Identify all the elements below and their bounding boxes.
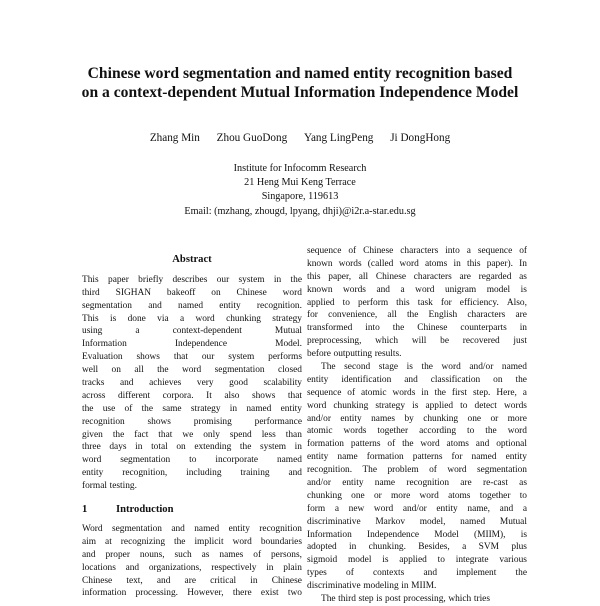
introduction-body [82,523,302,600]
text-line: Evaluation shows that our system performs [82,352,302,363]
title-line: Chinese word segmentation and named entity recognition based [87,65,513,82]
right-column [307,245,527,606]
text-line: information processing. However, there exist two [82,588,302,599]
affiliation-city: Singapore, 119613 [261,191,339,203]
text-line: aim at recognizing the implicit word boundaries [82,536,302,547]
text-line: sigmoid model is applied to integrate various [307,555,527,566]
text-line: recognition shows promising performance [82,416,302,427]
text-line: for convenience, all the English characters are [307,310,527,321]
text-line: transformed into the Chinese counterparts in [307,323,527,334]
text-line: well on all the word segmentation closed [82,365,302,376]
text-line: discriminative modeling in MIIM. [307,581,437,592]
title-line: on a context-dependent Mutual Information Independence Model [81,84,519,101]
author-list [0,132,600,144]
affiliation [0,162,600,219]
text-line: three days in total on extending the system in [82,442,302,453]
text-line: known words (called word atoms in this paper). In [307,258,527,269]
author-name: Yang LingPeng [303,132,374,144]
text-line: adopted in chunking. Besides, a SVM plus [307,542,527,553]
text-line: tracks and achieves very good scalability [82,378,302,389]
abstract-heading: Abstract [172,254,212,265]
text-line: The second stage is the word and/or named [321,362,527,373]
text-line: this paper, all Chinese characters are regarded as [307,271,527,282]
text-line: types of contexts and implement the [307,568,527,579]
text-line: formation patterns of the word atoms and optional [307,439,527,450]
text-line: and/or entity names by chunking one or more [307,413,527,424]
text-line: using a context-dependent Mutual [82,326,302,337]
right-paragraph-3 [307,593,527,606]
section-heading-introduction [82,504,302,517]
author-name: Zhou GuoDong [216,132,288,144]
right-paragraph-1 [307,245,527,361]
right-paragraph-2 [307,361,527,593]
text-line: This is done via a word chunking strategy [82,313,302,324]
text-line: form a new word and/or entity name, and a [307,503,527,514]
text-line: Word segmentation and named entity recognition [82,523,302,534]
author-name: Zhang Min [149,132,200,144]
text-line: Information Independence Model (MIIM), is [307,529,527,540]
affiliation-institute: Institute for Infocomm Research [233,163,367,174]
text-line: sequence of atomic words in the first step. Here, a [307,387,527,398]
text-line: word segmentation to incorporate named [82,455,302,466]
text-line: atomic words together according to the word [307,426,527,437]
section-number: 1 [82,504,88,516]
text-line: preprocessing, which will be recovered just [307,336,527,347]
text-line: formal testing. [82,481,137,492]
text-line: discriminative Markov model, named Mutual [307,516,527,527]
text-line: chunking one or more word atoms together to [307,490,527,501]
text-line: The third step is post processing, which tries [321,594,490,605]
abstract-body [82,274,302,493]
text-line: applied to perform this task for efficiency. Also, [307,297,527,308]
text-line: recognition. The problem of word segmentation [307,465,527,476]
text-line: across different corpora. It also shows that [82,390,302,401]
affiliation-address: 21 Heng Mui Keng Terrace [244,177,356,189]
text-line: entity identification and classification on the [307,374,527,385]
text-line: entity name formation patterns for named entity [307,452,527,463]
paper-title [40,64,560,102]
text-line: and proper nouns, such as names of persons, [82,549,302,560]
author-name: Ji DongHong [390,132,451,144]
text-line: segmentation and named entity recognition. [82,300,302,311]
text-line: Information Independence Model. [82,339,302,350]
text-line: third SIGHAN bakeoff on Chinese word [82,287,302,298]
section-title: Introduction [116,504,174,516]
text-line: sequence of Chinese characters into a sequence of [307,246,527,256]
left-column [82,254,302,600]
text-line: entity recognition, including training and [82,468,302,479]
text-line: given the fact that we only spend less than [82,429,302,440]
text-line: and/or entity name recognition are re-cast as [307,478,527,489]
affiliation-email: Email: (mzhang, zhougd, lpyang, dhji)@i2r.a-star.edu.sg [184,205,416,217]
text-line: word chunking strategy is applied to detect words [307,400,527,411]
text-line: Chinese text, and are critical in Chinese [82,575,302,586]
text-line: before outputting results. [307,349,402,360]
text-line: This paper briefly describes our system in the [82,274,302,285]
text-line: known words and a word unigram model is [307,284,527,295]
text-line: locations and organizations, respectively in plain [82,562,302,573]
text-line: the use of the same strategy in named entity [82,403,302,414]
